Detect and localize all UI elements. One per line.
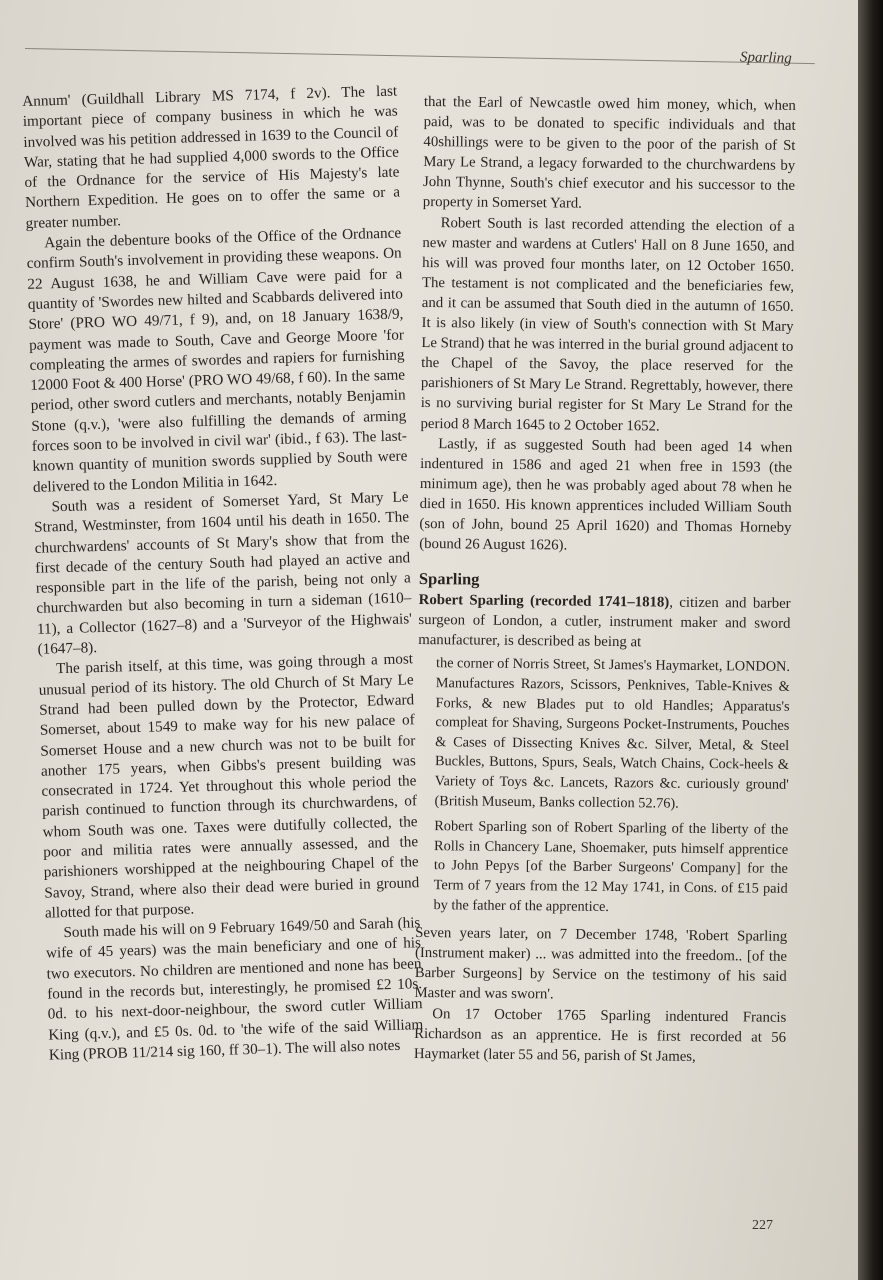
running-head: Sparling <box>739 49 792 67</box>
apprenticeship-quote: Robert Sparling son of Robert Sparling of the liberty of the Rolls in Chancery Lane, Shoemaker, puts himself apprentice to John Pepys [of the Barber Surgeons' Company] for the Term of 7 years from the 12 May 1741, in Cons. of £15 paid by the father of the apprentice. <box>433 818 789 915</box>
right-paragraph-3: Lastly, if as suggested South had been aged 14 when indentured in 1586 and aged 21 when free in 1593 (the minimum age), then he was probably aged about 78 when he died in 1650. His known apprentices included William South (son of John, bound 25 April 1620) and Thomas Horneby (bound 26 August 1626). <box>419 435 793 554</box>
book-spine-shadow <box>858 0 883 1280</box>
left-paragraph-4: The parish itself, at this time, was going through a most unusual period of its history. The old Church of St Mary Le Strand had been pulled down by the Protector, Edward Somerset, about 1549 to make way for his new palace of Somerset House and a new church was not to be built for another 175 years, when Gibbs's present building was consecrated in 1724. Yet throughout this whole period the parish continued to function through its churchwardens, of whom South was one. Taxes were dutifully collected, the poor and militia rates were annually assessed, and the parishioners worshipped at the neighbouring Chapel of the Savoy, Strand, where also their dead were buried in ground allotted for that purpose. <box>38 650 420 922</box>
entry-name: Robert Sparling (recorded 1741–1818) <box>418 592 670 611</box>
entry-intro-paragraph <box>418 590 791 654</box>
entry-intro-text: , citizen and barber surgeon of London, a cutler, instrument maker and sword manufacturer, is described as being at <box>418 594 791 651</box>
header-rule <box>25 48 815 64</box>
right-paragraph-4: Seven years later, on 7 December 1748, 'Robert Sparling (Instrument maker) ... was admitted into the freedom.. [of the Barber Surgeons] by Service on the testimony of his said Master and was sworn'. <box>414 925 788 1003</box>
after-quote-text <box>414 923 787 1068</box>
right-column <box>414 92 796 1068</box>
right-paragraph-5: On 17 October 1765 Sparling indentured Francis Richardson as an apprentice. He is first recorded at 56 Haymarket (later 55 and 56, parish of St James, <box>413 1005 787 1065</box>
trade-card-quote: the corner of Norris Street, St James's Haymarket, LONDON. Manufactures Razors, Scissors, Penknives, Table-Knives & Forks, & new Blades put to old Handles; Apparatus's compleat for Shaving, Surgeons Pocket-Instruments, Pouches & Cases of Dissecting Knives &c. Silver, Metal, & Steel Buckles, Buttons, Spurs, Seals, Watch Chains, Cock-heels & Variety of Toys &c. Lancets, Razors &c. curiously ground' (British Museum, Banks collection 52.76). <box>434 655 791 812</box>
left-paragraph-3: South was a resident of Somerset Yard, St Mary Le Strand, Westminster, from 1604 until his death in 1650. The churchwardens' accounts of St Mary's show that from the first decade of the century South had played an active and responsible part in the life of the parish, being not only a churchwarden but also becoming in turn a sideman (1610–11), a Collector (1627–8) and a 'Surveyor of the Highwais' (1647–8). <box>33 488 413 658</box>
left-paragraph-5: South made his will on 9 February 1649/50 and Sarah (his wife of 45 years) was the main beneficiary and one of his two executors. No children are mentioned and none has been found in the records but, interestingly, he promised £2 10s. 0d. to his next-door-neighbour, the sword cutler William King (q.v.), and £5 0s. 0d. to 'the wife of the said William King (PROB 11/214 sig 160, ff 30–1). The will also notes <box>45 914 424 1064</box>
right-paragraph-2: Robert South is last recorded attending the election of a new master and wardens at Cutlers' Hall on 8 June 1650, and his will was proved four months later, on 12 October 1650. The testament is not complicated and the beneficiaries few, and it can be assumed that South died in the autumn of 1650. It is also likely (in view of South's connection with St Mary Le Strand) that he was interred in the burial ground adjacent to the Chapel of the Savoy, the place reserved for the parishioners of St Mary Le Strand. Regrettably, however, there is no surviving burial register for St Mary Le Strand for the period 8 March 1645 to 2 October 1652. <box>420 214 795 434</box>
block-quotes <box>433 655 790 919</box>
page-number: 227 <box>752 1218 773 1233</box>
left-paragraph-1: Annum' (Guildhall Library MS 7174, f 2v). The last important piece of company business in which he was involved was his petition addressed in 1639 to the Council of War, stating that he had supplied 4,000 swords to the Office of the Ordnance for the service of His Majesty's late Northern Expedition. He goes on to offer the same or a greater number. <box>22 82 401 232</box>
section-heading: Sparling <box>418 569 480 589</box>
right-paragraph-1: that the Earl of Newcastle owed him money, which, when paid, was to be donated to specific individuals and that 40shillings were to be given to the poor of the parish of St Mary Le Strand, a legacy forwarded to the churchwardens by John Thynne, South's chief executor and his successor to the property in Somerset Yard. <box>422 93 796 213</box>
left-column <box>22 82 424 1066</box>
left-paragraph-2: Again the debenture books of the Office of the Ordnance confirm South's involvement in providing these weapons. On 22 August 1638, he and William Cave were paid for a quantity of 'Swordes new hilted and Scabbards delivered into Store' (PRO WO 49/71, f 9), and, on 18 January 1638/9, payment was made to South, Cave and George Moore 'for compleating the armes of swordes and rapiers for furnishing 12000 Foot & 400 Horse' (PRO WO 49/68, f 60). In the same period, other sword cutlers and merchants, notably Benjamin Stone (q.v.), 'were also fulfilling the demands of arming forces soon to be involved in civil war' (ibid., f 63). The last-known quantity of munition swords supplied by South were delivered to the London Militia in 1642. <box>26 224 408 496</box>
